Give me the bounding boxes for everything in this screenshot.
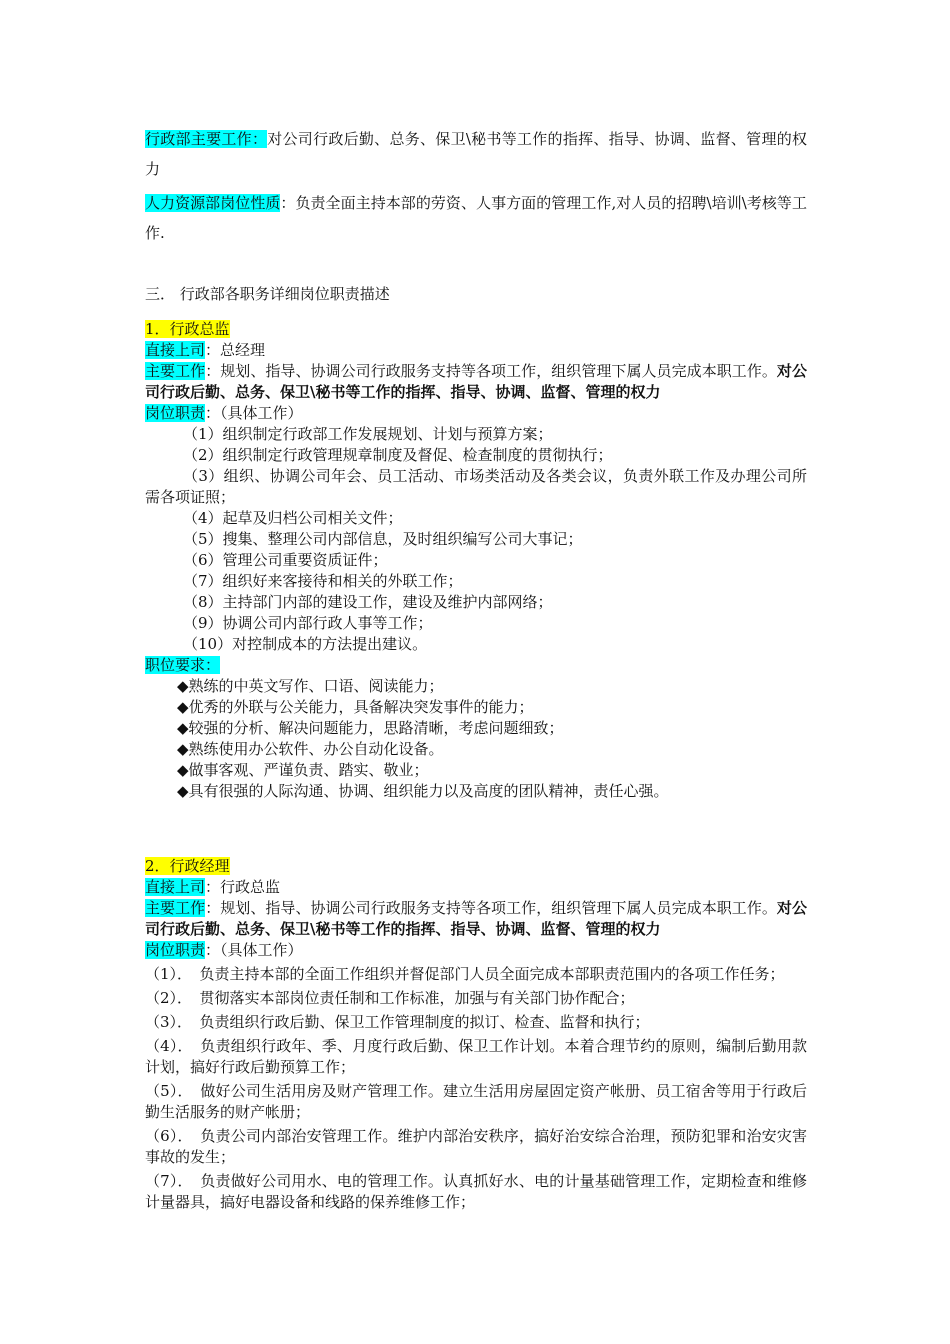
- manager-superior-text: ：行政总监: [205, 878, 281, 896]
- director-duty-item: （1）组织制定行政部工作发展规划、计划与预算方案；: [183, 425, 553, 443]
- admin-text: 对公司行政后勤、总务、保卫\秘书等工作的指挥、指导、协调、监督、管理的权力: [145, 130, 807, 178]
- manager-duty-item: （6）． 负责公司内部治安管理工作。维护内部治安秩序，搞好治安综合治理，预防犯罪和治安灾害事故的发生；: [145, 1127, 807, 1166]
- manager-main-text: ：规划、指导、协调公司行政服务支持等各项工作，组织管理下属人员完成本职工作。: [205, 899, 777, 917]
- manager-duty-item: （2）． 贯彻落实本部岗位责任制和工作标准，加强与有关部门协作配合；: [145, 989, 635, 1007]
- director-requirement-item: ◆具有很强的人际沟通、协调、组织能力以及高度的团队精神，责任心强。: [177, 782, 669, 800]
- director-requirement-label-text: 职位要求: [145, 656, 206, 674]
- manager-title: 2．行政经理: [145, 857, 230, 875]
- manager-duty-item: （1）． 负责主持本部的全面工作组织并督促部门人员全面完成本部职责范围内的各项工作任务；: [145, 965, 785, 983]
- director-main-bold: 对公司行政后勤、总务、保卫\秘书等工作的指挥、指导、协调、监督、管理的权力: [145, 362, 807, 401]
- hr-text: ：负责全面主持本部的劳资、人事方面的管理工作,对人员的招聘\培训\考核等工作.: [145, 194, 807, 242]
- manager-main-label: 主要工作: [145, 899, 206, 917]
- manager-main-bold: 对公司行政后勤、总务、保卫\秘书等工作的指挥、指导、协调、监督、管理的权力: [145, 899, 807, 938]
- director-requirement-item: ◆熟练的中英文写作、口语、阅读能力；: [177, 677, 444, 695]
- director-superior-label: 直接上司: [145, 341, 206, 359]
- director-duty-item: （3）组织、协调公司年会、员工活动、市场类活动及各类会议，负责外联工作及办理公司所需各项证照；: [145, 467, 807, 506]
- director-requirement-colon: ：: [205, 656, 221, 674]
- director-requirement-item: ◆做事客观、严谨负责、踏实、敬业；: [177, 761, 429, 779]
- admin-department-paragraph: [145, 124, 807, 184]
- director-superior-text: ：总经理: [205, 341, 266, 359]
- manager-main-work: [145, 898, 807, 940]
- director-main-label: 主要工作: [145, 362, 206, 380]
- manager-duty-label: 岗位职责: [145, 941, 206, 959]
- director-superior-line: [145, 340, 807, 361]
- director-duty-item: （10）对控制成本的方法提出建议。: [183, 635, 428, 653]
- director-duty-line: [145, 403, 807, 424]
- manager-superior-label: 直接上司: [145, 878, 206, 896]
- director-section: [145, 319, 807, 802]
- manager-section: [145, 856, 807, 1216]
- manager-duty-item: （5）． 做好公司生活用房及财产管理工作。建立生活用房屋固定资产帐册、员工宿舍等用于行政后勤生活服务的财产帐册；: [145, 1082, 807, 1121]
- manager-duty-item: （7）． 负责做好公司用水、电的管理工作。认真抓好水、电的计量基础管理工作，定期检查和维修计量器具，搞好电器设备和线路的保养维修工作；: [145, 1172, 807, 1211]
- director-requirement-label: [145, 656, 220, 674]
- director-duty-label: 岗位职责: [145, 404, 206, 422]
- manager-superior-line: [145, 877, 807, 898]
- manager-duty-item: （4）． 负责组织行政年、季、月度行政后勤、保卫工作计划。本着合理节约的原则，编制后勤用款计划，搞好行政后勤预算工作；: [145, 1037, 807, 1076]
- hr-department-paragraph: [145, 188, 807, 248]
- director-duty-item: （2）组织制定行政管理规章制度及督促、检查制度的贯彻执行；: [183, 446, 613, 464]
- admin-label-highlight: 行政部主要工作：: [145, 130, 268, 148]
- director-requirement-item: ◆较强的分析、解决问题能力，思路清晰，考虑问题细致；: [177, 719, 564, 737]
- director-duty-item: （6）管理公司重要资质证件；: [183, 551, 388, 569]
- director-duty-item: （9）协调公司内部行政人事等工作；: [183, 614, 433, 632]
- director-requirement-line: [145, 655, 807, 676]
- director-main-work: [145, 361, 807, 403]
- director-title: 1．行政总监: [145, 320, 230, 338]
- director-requirement-item: ◆熟练使用办公软件、办公自动化设备。: [177, 740, 444, 758]
- hr-label-highlight: 人力资源部岗位性质: [145, 194, 281, 212]
- manager-duty-item: （3）． 负责组织行政后勤、保卫工作管理制度的拟订、检查、监督和执行；: [145, 1013, 650, 1031]
- manager-duty-line: [145, 940, 807, 961]
- director-duty-item: （5）搜集、整理公司内部信息，及时组织编写公司大事记；: [183, 530, 583, 548]
- director-duty-text: ：（具体工作）: [205, 404, 303, 422]
- director-duty-item: （4）起草及归档公司相关文件；: [183, 509, 403, 527]
- director-main-text: ：规划、指导、协调公司行政服务支持等各项工作，组织管理下属人员完成本职工作。: [205, 362, 777, 380]
- manager-duty-text: ：（具体工作）: [205, 941, 303, 959]
- section-three-heading: 三． 行政部各职务详细岗位职责描述: [145, 285, 390, 303]
- director-duty-item: （7）组织好来客接待和相关的外联工作；: [183, 572, 463, 590]
- director-duty-item: （8）主持部门内部的建设工作，建设及维护内部网络；: [183, 593, 553, 611]
- director-requirement-item: ◆优秀的外联与公关能力，具备解决突发事件的能力；: [177, 698, 534, 716]
